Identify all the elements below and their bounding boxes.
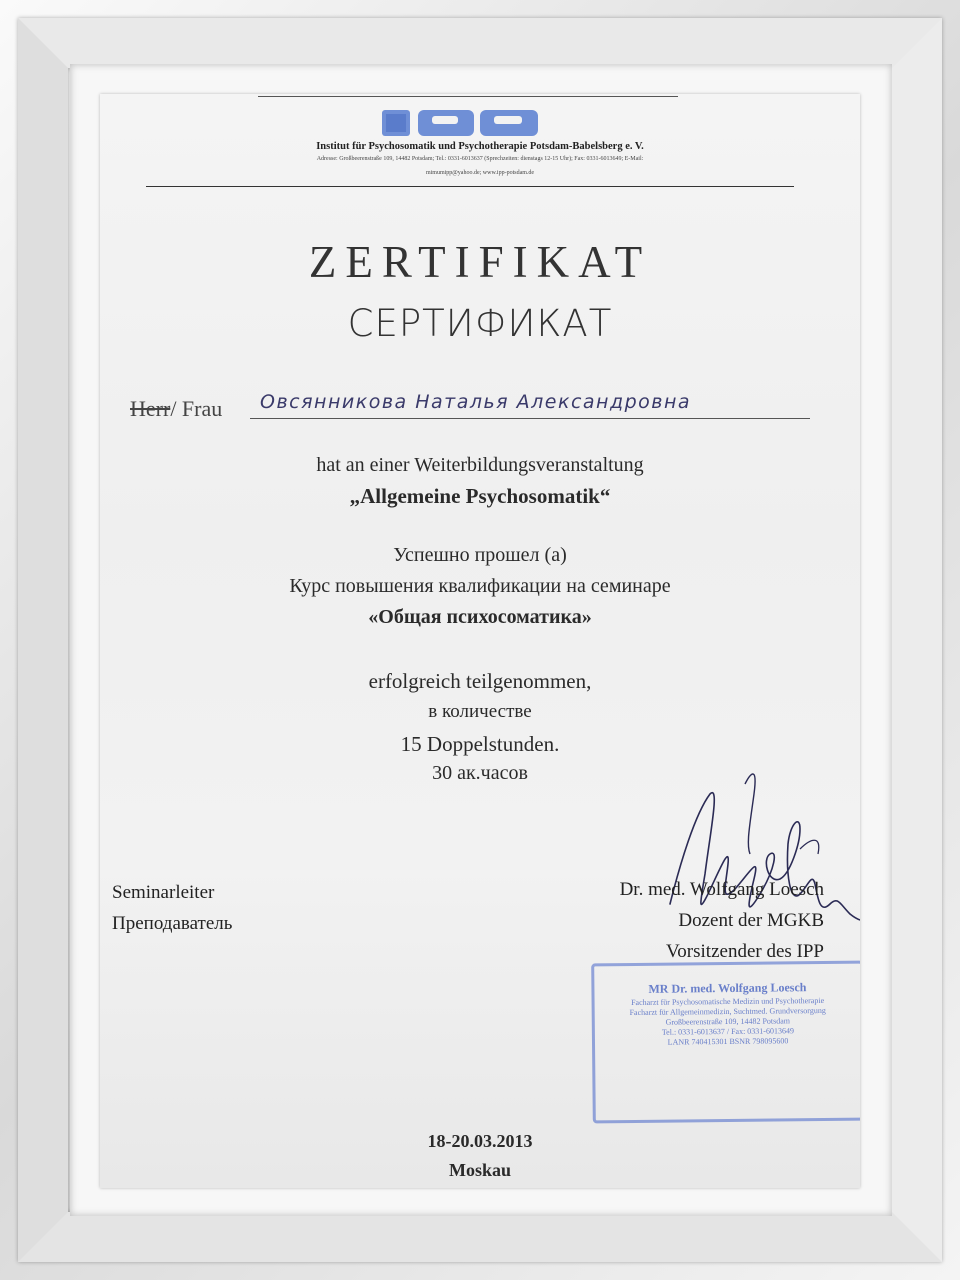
body-line-ru-3: в количестве — [428, 701, 532, 722]
title-russian: СЕРТИФИКАТ — [347, 302, 613, 345]
body-line-de-1: hat an einer Weiterbildungsveranstaltung — [316, 454, 644, 476]
institute-contact: mimumipp@yahoo.de; www.ipp-potsdam.de — [425, 170, 535, 176]
salutation-struck: Herr — [130, 396, 171, 421]
body-line-ru-1: Успешно прошел (а) — [393, 544, 567, 566]
certificate-document — [100, 94, 860, 1188]
stamp-line-4: Tel.: 0331-6013637 / Fax: 0331-6013649 — [661, 1026, 794, 1037]
signatory-name: Dr. med. Wolfgang Loesch — [619, 879, 824, 900]
salutation-frau: / Frau — [170, 396, 223, 421]
stamp-line-5: LANR 740415301 BSNR 798095600 — [667, 1036, 789, 1047]
stamp-line-1: Facharzt für Psychosomatische Medizin und Psychotherapie — [631, 995, 825, 1008]
event-date: 18-20.03.2013 — [427, 1131, 533, 1151]
institute-address: Adresse: Großbeerenstraße 109, 14482 Potsdam; Tel.: 0331-6013637 (Sprechzeiten: dienstags 12-15 Uhr); Fax: 0331-6013649; E-Mail: — [316, 156, 644, 162]
name-underline — [250, 418, 810, 419]
hours-ru: 30 ак.часов — [432, 762, 528, 784]
top-divider — [258, 96, 678, 97]
stamp-line-3: Großbeerenstraße 109, 14482 Potsdam — [665, 1016, 791, 1027]
event-place: Moskau — [448, 1160, 511, 1180]
seminar-leader-ru: Преподаватель — [112, 913, 233, 934]
recipient-name: Овсянникова Наталья Александровна — [260, 391, 692, 413]
stamp-line-2: Facharzt für Allgemeinmedizin, Suchtmed. Grundversorgung — [629, 1005, 826, 1018]
stamp-title: MR Dr. med. Wolfgang Loesch — [648, 980, 807, 996]
header-divider — [146, 186, 794, 187]
course-title-ru: «Общая психосоматика» — [368, 606, 592, 628]
seminar-leader-label — [112, 877, 232, 939]
course-title-de: „Allgemeine Psychosomatik“ — [349, 484, 611, 508]
doctor-stamp — [591, 961, 860, 1124]
body-line-de-2: erfolgreich teilgenommen, — [368, 669, 592, 693]
title-german: ZERTIFIKAT — [308, 237, 652, 287]
signatory-role-1: Dozent der MGKB — [678, 910, 824, 931]
hours-de: 15 Doppelstunden. — [400, 732, 560, 756]
signatory-role-2: Vorsitzender des IPP — [666, 941, 824, 962]
institute-name: Institut für Psychosomatik und Psychotherapie Potsdam-Babelsberg e. V. — [316, 141, 644, 152]
seminar-leader-de: Seminarleiter — [112, 882, 215, 903]
body-line-ru-2: Курс повышения квалификации на семинаре — [289, 575, 671, 597]
signatory-block — [620, 874, 824, 967]
salutation — [130, 396, 222, 422]
ipp-logo — [382, 108, 538, 138]
